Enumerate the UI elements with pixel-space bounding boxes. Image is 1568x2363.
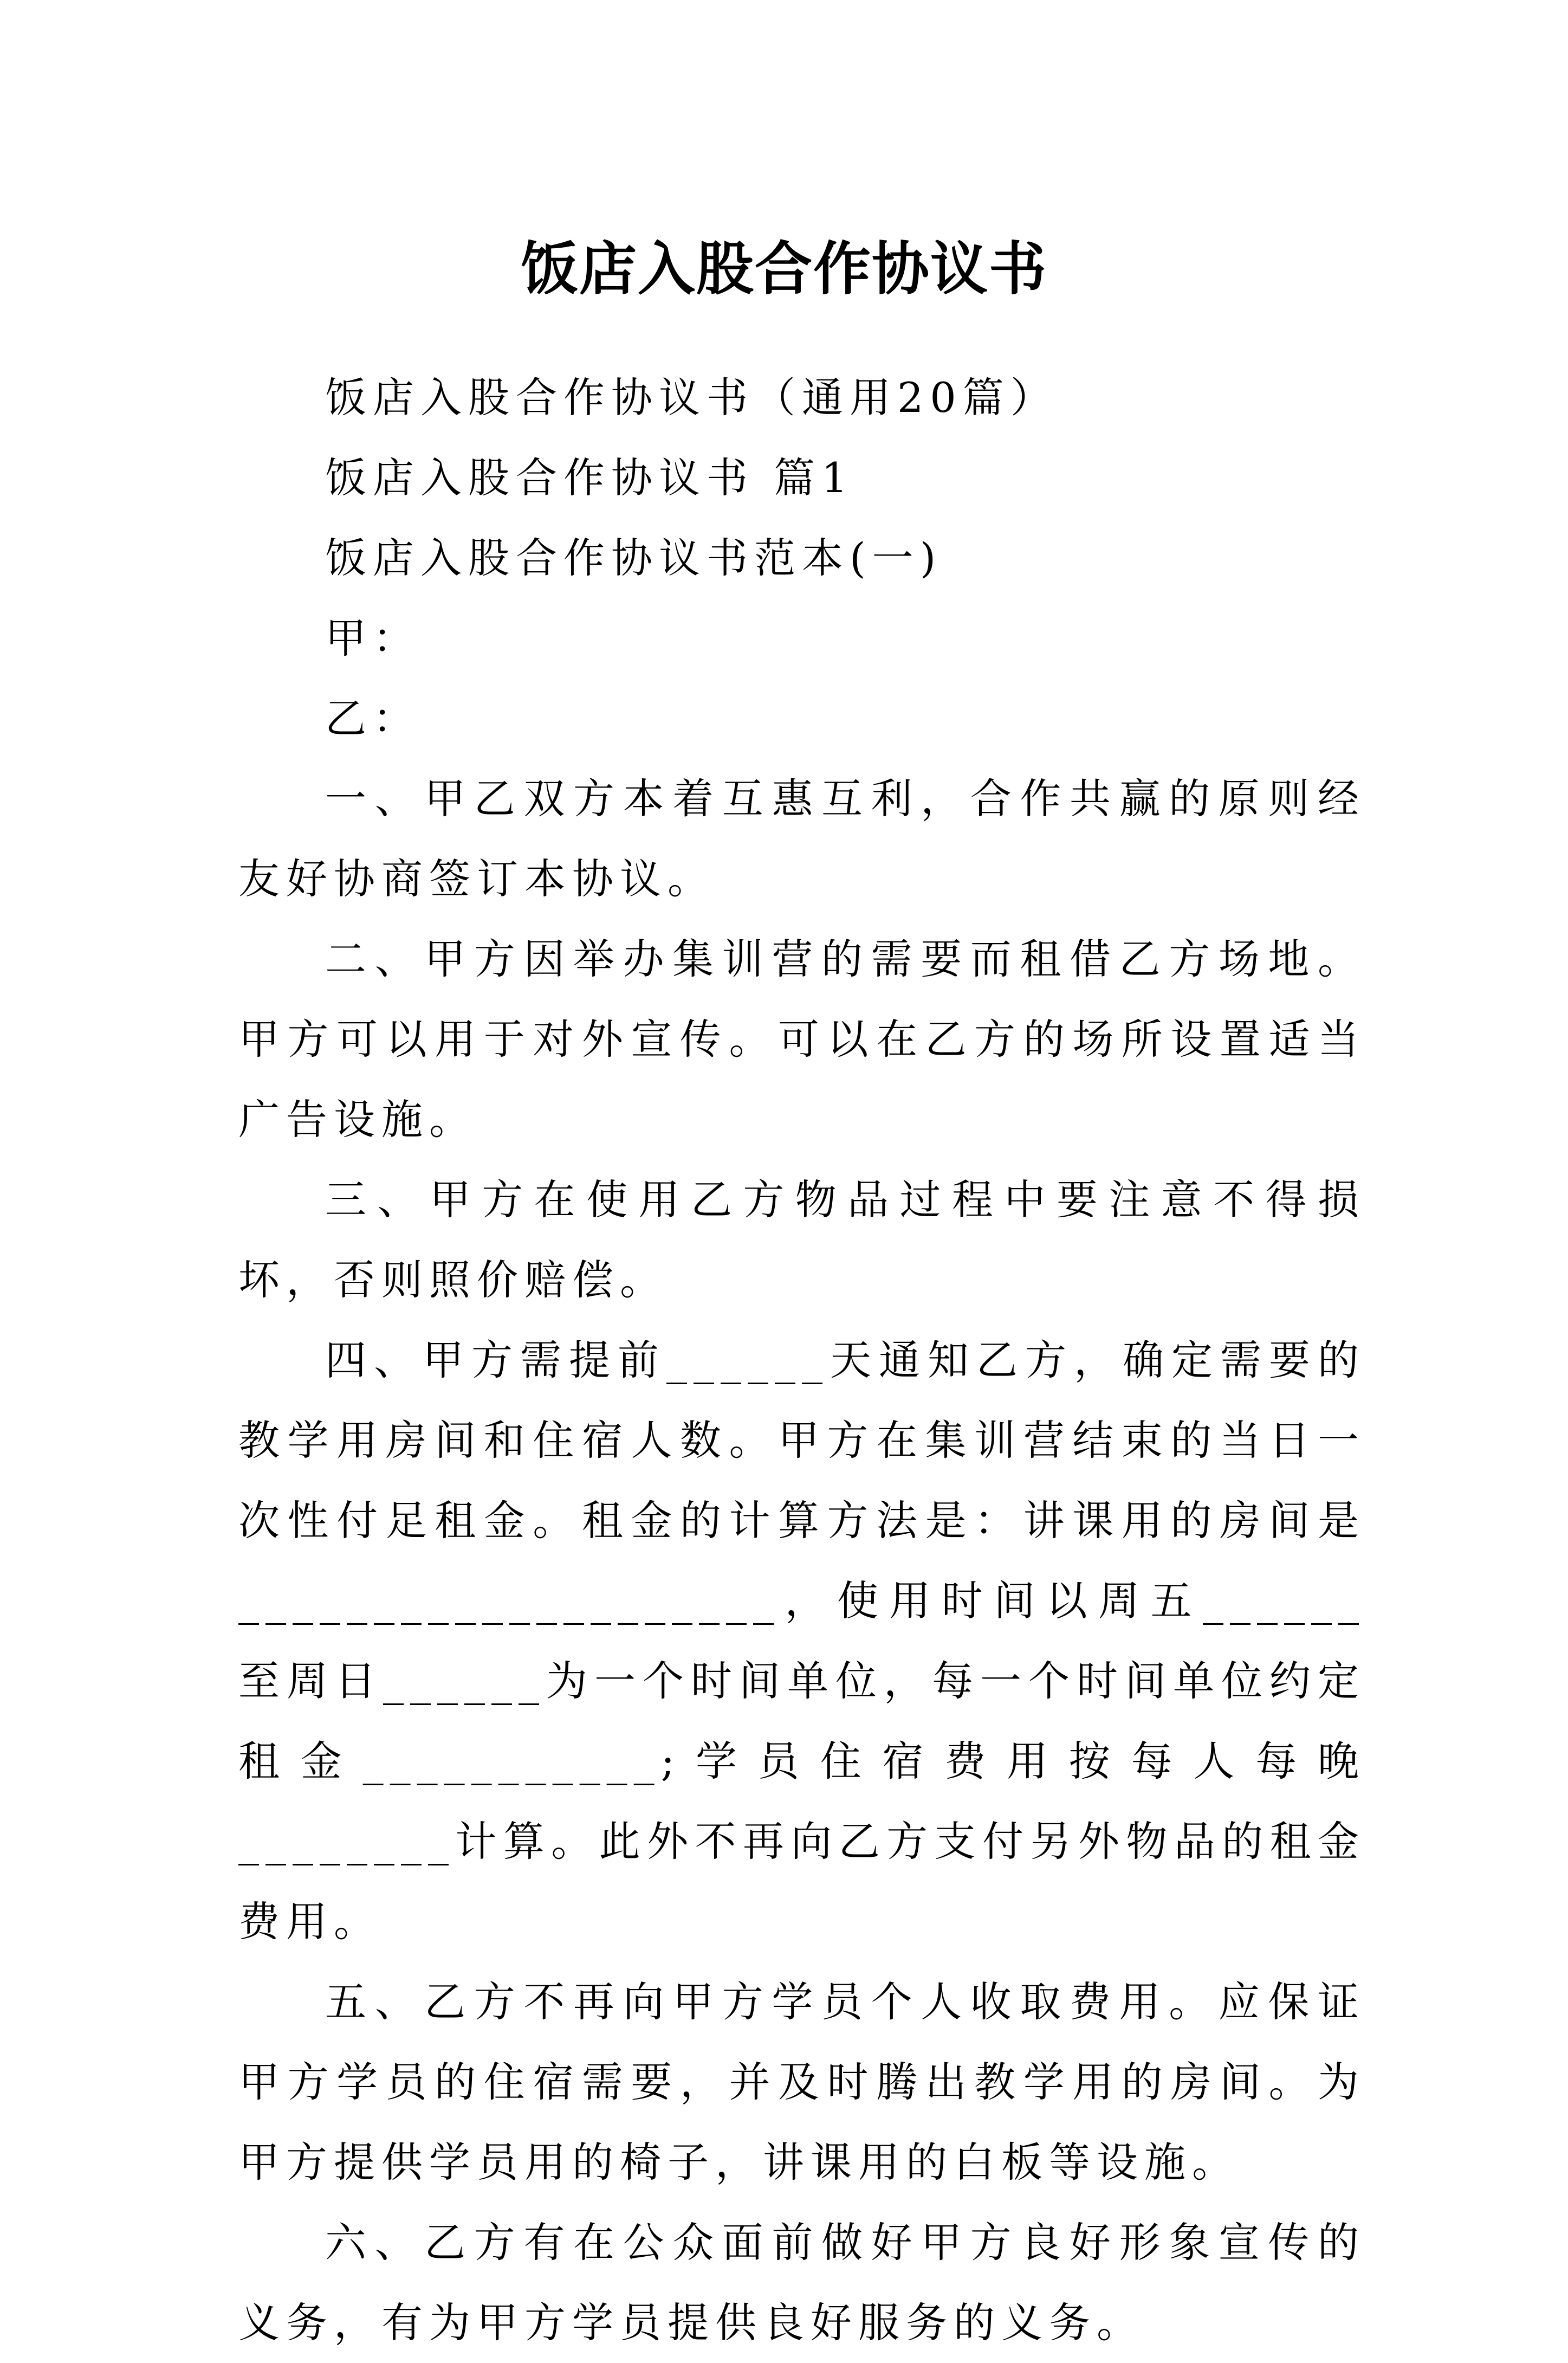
paragraph-clause-2: 二、甲方因举办集训营的需要而租借乙方场地。甲方可以用于对外宣传。可以在乙方的场所设置适当广告设施。 [238,935,1365,1144]
paragraph-clause-6: 六、乙方有在公众面前做好甲方良好形象宣传的义务，有为甲方学员提供良好服务的义务。 [238,2218,1365,2347]
paragraph-clause-3: 三、甲方在使用乙方物品过程中要注意不得损坏，否则照价赔偿。 [238,1176,1365,1304]
paragraph-clause-5: 五、乙方不再向甲方学员个人收取费用。应保证甲方学员的住宿需要，并及时腾出教学用的房间。为甲方提供学员用的椅子，讲课用的白板等设施。 [238,1978,1365,2186]
paragraph-part-heading: 饭店入股合作协议书 篇1 [325,454,854,502]
paragraph-clause-4: 四、甲方需提前______天通知乙方，确定需要的教学用房间和住宿人数。甲方在集训营结束的当日一次性付足租金。租金的计算方法是：讲课用的房间是____________________，使用时间以周五______至周日______为一个时间单位，每一个时间单位约定租金___________;学员住宿费用按每人每晚________计算。此外不再向乙方支付另外物品的租金费用。 [238,1336,1365,1946]
paragraph-collection-title: 饭店入股合作协议书（通用20篇） [325,373,1058,422]
paragraph-party-a: 甲： [325,614,420,662]
paragraph-template-heading: 饭店入股合作协议书范本(一) [325,534,943,582]
document-title: 饭店入股合作协议书 [521,235,1047,303]
paragraph-party-b: 乙： [325,694,420,743]
document-body [238,358,1365,2363]
paragraph-clause-1: 一、甲乙双方本着互惠互利，合作共赢的原则经友好协商签订本协议。 [238,774,1365,903]
